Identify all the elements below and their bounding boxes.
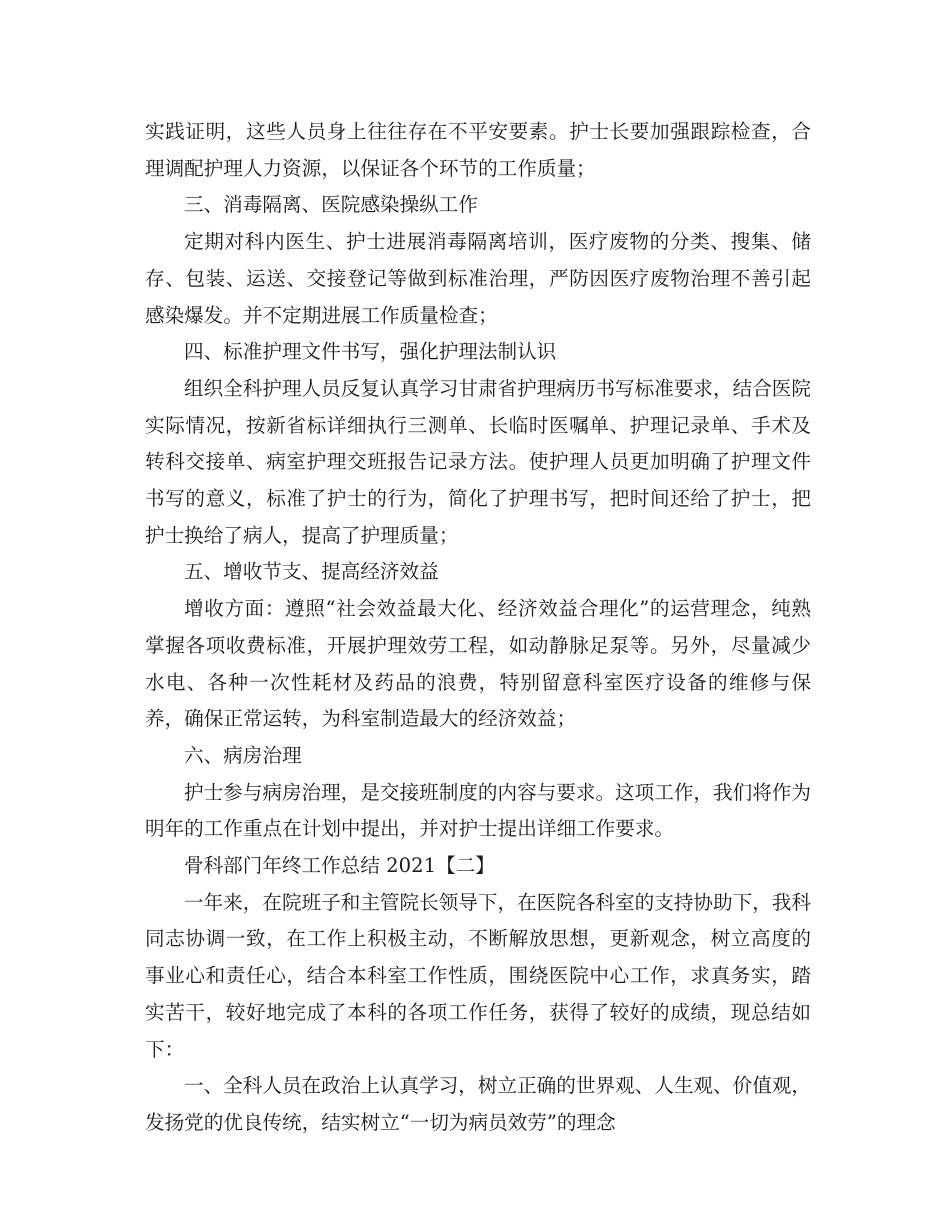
section-heading-nursing-documents: 四、标准护理文件书写，强化护理法制认识 — [184, 340, 557, 364]
document-subtitle: 骨科部门年终工作总结 2021【二】 — [184, 854, 495, 878]
paragraph-year-summary: 一年来，在院班子和主管院长领导下，在医院各科室的支持协助下，我科同志协调一致，在工作上积极主动，不断解放思想，更新观念，树立高度的事业心和责任心，结合本科室工作性质，围绕医院中心工作，求真务实，踏实苦干，较好地完成了本科的各项工作任务，获得了较好的成绩，现总结如下： — [145, 890, 811, 1061]
section-heading-disinfection: 三、消毒隔离、医院感染操纵工作 — [184, 193, 478, 217]
document-body — [145, 114, 811, 1142]
paragraph-disinfection: 定期对科内医生、护士进展消毒隔离培训，医疗废物的分类、搜集、储存、包装、运送、交接登记等做到标准治理，严防因医疗废物治理不善引起感染爆发。并不定期进展工作质量检查； — [145, 230, 811, 327]
section-heading-ward-management: 六、病房治理 — [184, 743, 302, 767]
paragraph-continued: 实践证明，这些人员身上往往存在不平安要素。护士长要加强跟踪检查，合理调配护理人力资源，以保证各个环节的工作质量； — [145, 120, 811, 180]
paragraph-political-study: 一、全科人员在政治上认真学习，树立正确的世界观、人生观、价值观，发扬党的优良传统，结实树立“一切为病员效劳”的理念 — [145, 1074, 811, 1134]
section-heading-economic-benefit: 五、增收节支、提高经济效益 — [184, 560, 439, 584]
paragraph-economic-benefit: 增收方面：遵照“社会效益最大化、经济效益合理化”的运营理念，纯熟掌握各项收费标准，开展护理效劳工程，如动静脉足泵等。另外，尽量减少水电、各种一次性耗材及药品的浪费，特别留意科室医疗设备的维修与保养，确保正常运转，为科室制造最大的经济效益； — [145, 597, 811, 731]
paragraph-ward-management: 护士参与病房治理，是交接班制度的内容与要求。这项工作，我们将作为明年的工作重点在计划中提出，并对护士提出详细工作要求。 — [145, 780, 811, 841]
paragraph-nursing-documents: 组织全科护理人员反复认真学习甘肃省护理病历书写标准要求，结合医院实际情况，按新省标详细执行三测单、长临时医嘱单、护理记录单、手术及转科交接单、病室护理交班报告记录方法。使护理人员更加明确了护理文件书写的意义，标准了护士的行为，简化了护理书写，把时间还给了护士，把护士换给了病人，提高了护理质量； — [145, 376, 811, 547]
